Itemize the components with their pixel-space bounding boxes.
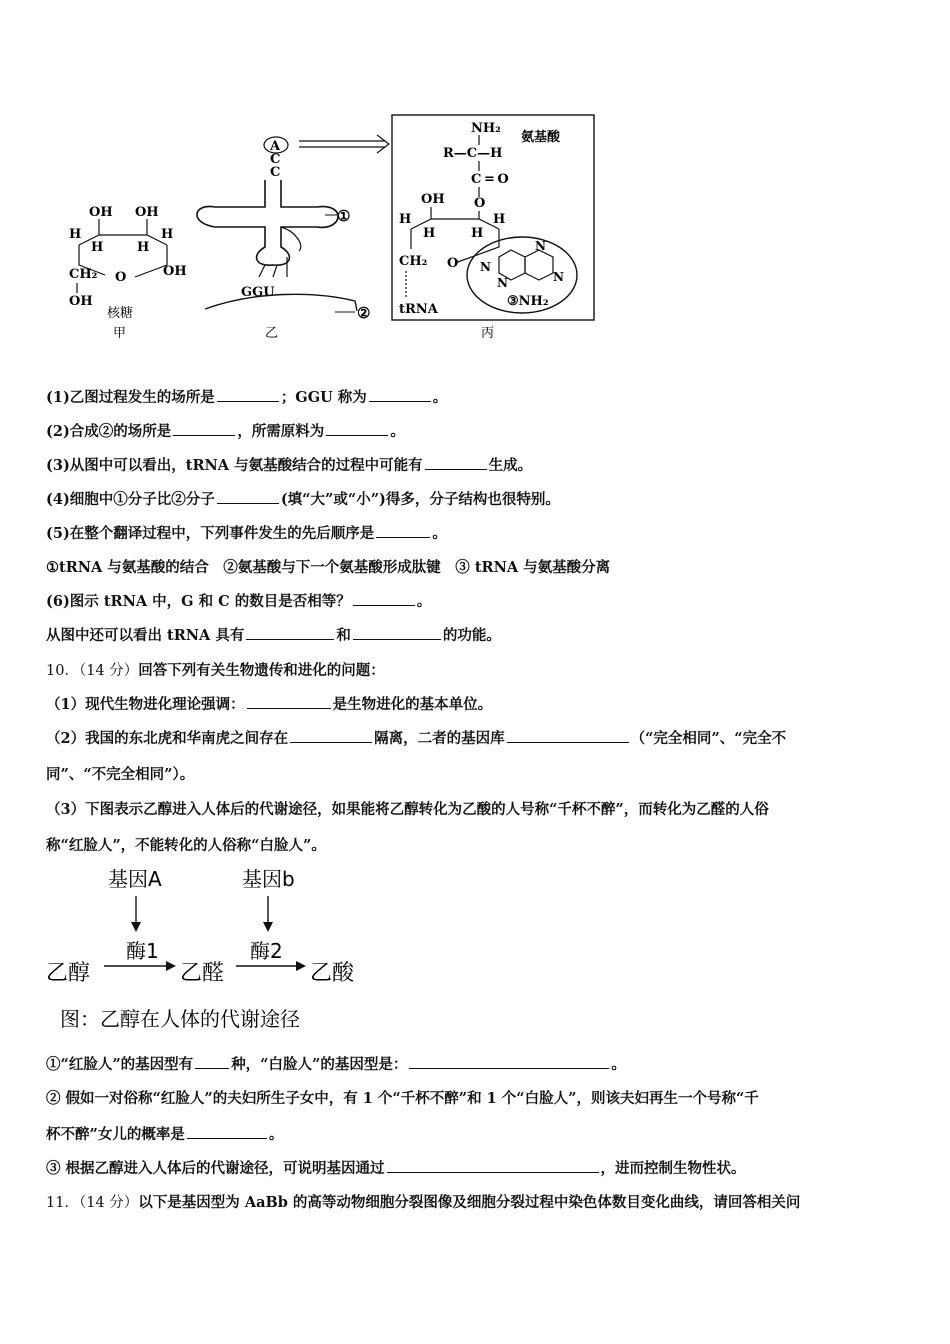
- bing-label: 丙: [481, 326, 495, 341]
- answer-blank[interactable]: [376, 523, 430, 538]
- bing-n3: N: [535, 239, 546, 253]
- q10-title: 10．（14 分）回答下列有关生物遗传和进化的问题：: [46, 662, 385, 679]
- q11-title: 11．（14 分）以下是基因型为 AaBb 的高等动物细胞分裂图像及细胞分裂过程中染色体数目变化曲线，请回答相关问: [46, 1194, 801, 1211]
- gene-a: 基因A: [108, 867, 162, 891]
- bing-co: C = O: [471, 172, 509, 187]
- question-1: (1)乙图过程发生的场所是 ；GGU 称为 。: [46, 389, 448, 406]
- answer-blank[interactable]: [173, 421, 235, 436]
- question-6: (6)图示 tRNA 中，G 和 C 的数目是否相等？ 。: [46, 593, 432, 610]
- enzyme-1: 酶1: [126, 939, 159, 963]
- jia-h4: H: [161, 227, 174, 242]
- figure2-caption: 图：乙醇在人体的代谢途径: [60, 1007, 300, 1031]
- trna-end-c1: C: [270, 152, 281, 167]
- question-4: (4)细胞中①分子比②分子 (填“大”或“小”)得多，分子结构也很特别。: [46, 491, 560, 508]
- bing-n4: N: [553, 270, 564, 284]
- bing-rch: R—C—H: [443, 146, 503, 161]
- answer-blank[interactable]: [217, 489, 279, 504]
- jia-o: O: [115, 270, 127, 285]
- bing-h4: H: [493, 212, 506, 227]
- q10-sub2-line2: 杯不醉”女儿的概率是 。: [46, 1126, 284, 1143]
- q10-sub3: ③ 根据乙醇进入人体后的代谢途径，可说明基因通过 ，进而控制生物性状。: [46, 1160, 746, 1177]
- bing-o1: O: [474, 196, 486, 211]
- answer-blank[interactable]: [247, 694, 331, 709]
- answer-blank[interactable]: [246, 625, 334, 640]
- trna-end-c2: C: [270, 165, 281, 180]
- question-5: (5)在整个翻译过程中，下列事件发生的先后顺序是 。: [46, 525, 447, 542]
- bing-n1: N: [480, 260, 491, 274]
- q10-part1: （1）现代生物进化理论强调： 是生物进化的基本单位。: [46, 696, 493, 713]
- bing-h3: H: [471, 226, 484, 241]
- ethanol: 乙醇: [46, 961, 91, 986]
- figure-ethanol-metabolism: [46, 862, 376, 1040]
- answer-blank[interactable]: [369, 387, 431, 402]
- q10-part2: （2）我国的东北虎和华南虎之间存在 隔离，二者的基因库 （“完全相同”、“完全不: [46, 730, 787, 747]
- bing-h2: H: [423, 226, 436, 241]
- answer-blank[interactable]: [217, 387, 279, 402]
- bing-o2: O: [447, 256, 459, 271]
- jia-h1: H: [69, 227, 82, 242]
- jia-ch2: CH₂: [69, 267, 98, 282]
- yi-label: 乙: [265, 326, 279, 341]
- bing-oh: OH: [421, 192, 445, 207]
- q10-part2-cont: 同”、“不完全相同”）。: [46, 766, 195, 783]
- jia-h2: H: [91, 240, 104, 255]
- answer-blank[interactable]: [195, 1054, 229, 1069]
- anticodon-ggu: GGU: [241, 285, 275, 300]
- jia-name: 核糖: [107, 306, 134, 321]
- acetic-acid: 乙酸: [310, 961, 355, 986]
- answer-blank[interactable]: [387, 1158, 599, 1173]
- jia-oh3: OH: [163, 264, 187, 279]
- jia-oh1: OH: [89, 205, 113, 220]
- question-3: (3)从图中可以看出，tRNA 与氨基酸结合的过程中可能有 生成。: [46, 457, 533, 474]
- bing-nh2: NH₂: [471, 121, 501, 136]
- jia-h3: H: [137, 240, 150, 255]
- label-2: ②: [357, 304, 371, 322]
- label-1: ①: [337, 207, 351, 225]
- answer-blank[interactable]: [326, 421, 388, 436]
- answer-blank[interactable]: [353, 591, 415, 606]
- question-2: (2)合成②的场所是 ，所需原料为 。: [46, 423, 405, 440]
- enzyme-2: 酶2: [250, 939, 283, 963]
- answer-blank[interactable]: [290, 728, 372, 743]
- bing-trna: tRNA: [399, 302, 438, 317]
- q10-sub1: ①“红脸人”的基因型有 种，“白脸人”的基因型是： 。: [46, 1056, 626, 1073]
- q10-part3-line1: （3）下图表示乙醇进入人体后的代谢途径，如果能将乙醇转化为乙酸的人号称“千杯不醉”，而转化为乙醛的人俗: [46, 801, 769, 818]
- q10-sub2-line1: ② 假如一对俗称“红脸人”的夫妇所生子女中，有 1 个“千杯不醉”和 1 个“白脸人”，则该夫妇再生一个号称“千: [46, 1090, 759, 1107]
- answer-blank[interactable]: [353, 625, 441, 640]
- trna-end-a: A: [270, 139, 281, 154]
- gene-b: 基因b: [242, 867, 295, 891]
- question-7: 从图中还可以看出 tRNA 具有 和 的功能。: [46, 627, 501, 644]
- answer-blank[interactable]: [409, 1054, 609, 1069]
- jia-oh2: OH: [135, 205, 159, 220]
- aminoacyl-trna: [392, 115, 594, 341]
- acetaldehyde: 乙醛: [180, 961, 225, 986]
- answer-blank[interactable]: [507, 728, 629, 743]
- question-5-options: ①tRNA 与氨基酸的结合 ②氨基酸与下一个氨基酸形成肽键 ③ tRNA 与氨基酸分离: [46, 559, 611, 576]
- jia-oh4: OH: [69, 294, 93, 309]
- jia-label: 甲: [113, 326, 127, 341]
- trna-cloverleaf: [197, 135, 389, 341]
- ribose-structure: [69, 205, 187, 341]
- bing-base: ③NH₂: [507, 294, 549, 309]
- bing-h1: H: [399, 212, 412, 227]
- bing-n2: N: [497, 276, 508, 290]
- q10-part3-line2: 称“红脸人”，不能转化的人俗称“白脸人”。: [46, 837, 326, 854]
- bing-ch2: CH₂: [399, 254, 428, 269]
- answer-blank[interactable]: [187, 1124, 267, 1139]
- answer-blank[interactable]: [425, 455, 487, 470]
- bing-amino-acid: 氨基酸: [521, 130, 561, 145]
- figure-trna-diagram: [55, 105, 615, 355]
